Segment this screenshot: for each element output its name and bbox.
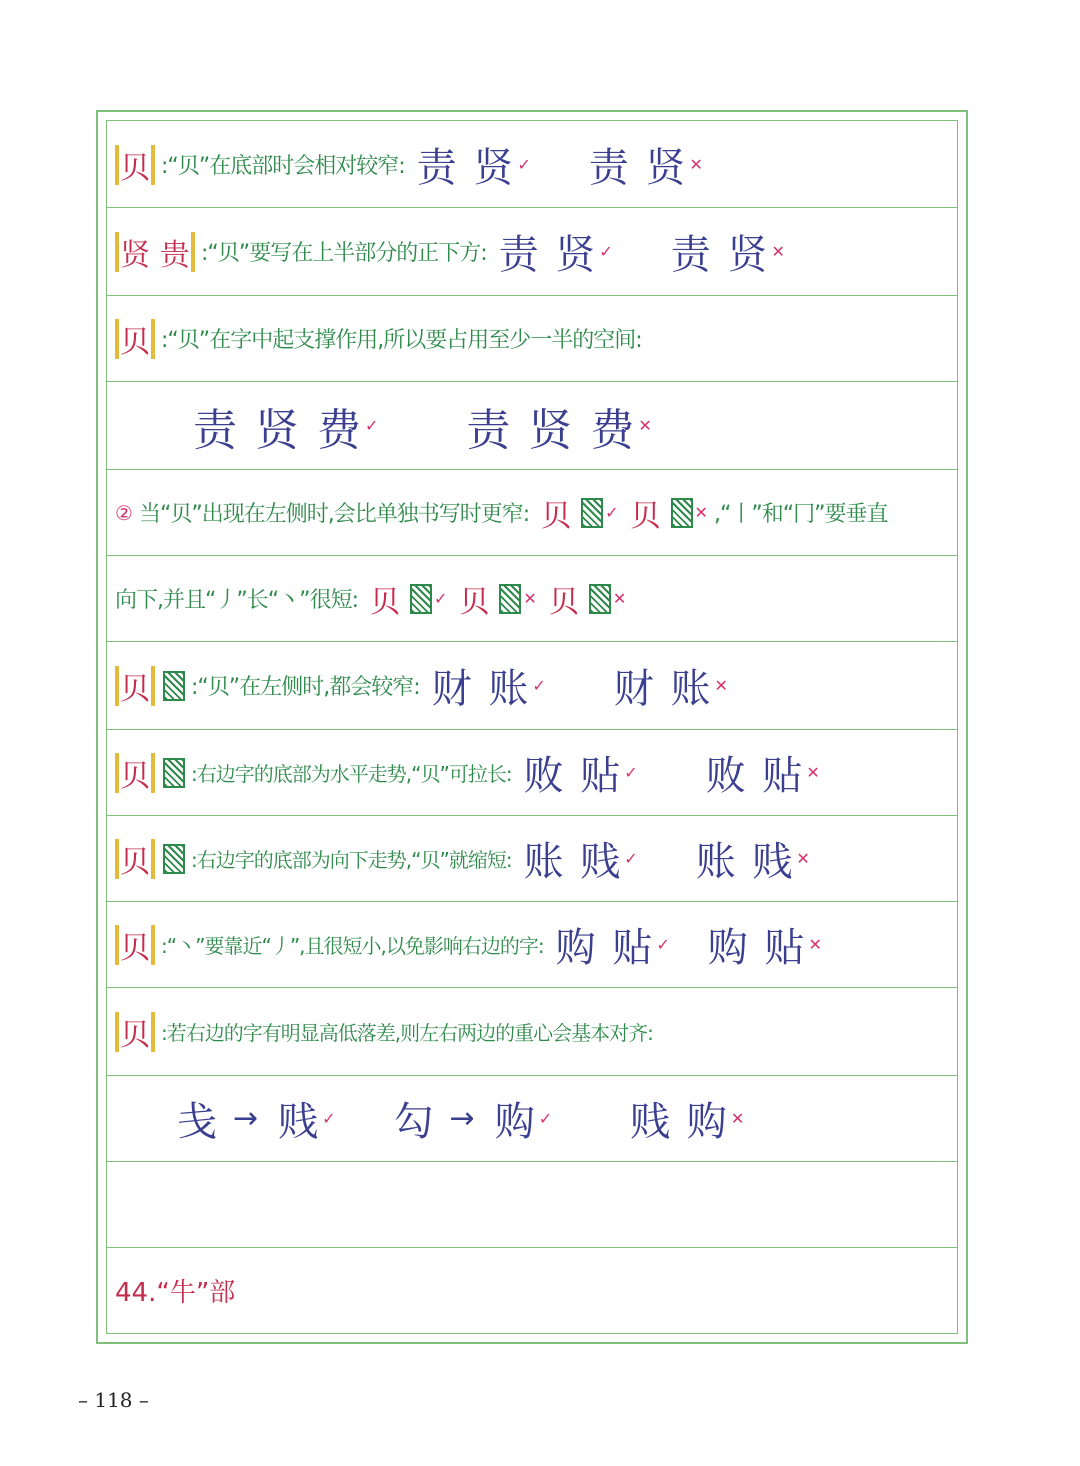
sample-char: 贝 bbox=[115, 1012, 155, 1052]
rule-note: :若右边的字有明显高低落差,则左右两边的重心会基本对齐: bbox=[161, 1021, 653, 1045]
sample-char: 贝 bbox=[115, 753, 155, 793]
rule-row-7 bbox=[107, 642, 957, 730]
incorrect-example: 贝 bbox=[630, 498, 663, 534]
sample-char: 贝 bbox=[115, 925, 155, 965]
incorrect-example: 账 贱 bbox=[695, 839, 795, 885]
incorrect-example: 败 贴 bbox=[705, 753, 805, 799]
correct-example: 购 贴 bbox=[555, 925, 655, 971]
rule-note: 当“贝”出现在左侧时,会比单独书写时更窄: bbox=[138, 502, 530, 527]
correct-example: 败 贴 bbox=[523, 753, 623, 799]
hatched-box-icon bbox=[581, 498, 603, 528]
check-mark-icon: ✓ bbox=[605, 503, 619, 522]
cross-mark-icon: ✕ bbox=[612, 589, 627, 608]
rule-note: :“丶”要靠近“丿”,且很短小,以免影响右边的字: bbox=[161, 934, 544, 958]
cross-mark-icon: ✕ bbox=[808, 935, 822, 954]
rule-row-10 bbox=[107, 902, 957, 988]
rule-row-5 bbox=[107, 470, 957, 556]
rule-note: :“贝”在字中起支撑作用,所以要占用至少一半的空间: bbox=[161, 328, 642, 353]
check-mark-icon: ✓ bbox=[322, 1109, 336, 1128]
hatched-box-icon bbox=[163, 671, 185, 701]
rule-note: :“贝”要写在上半部分的正下方: bbox=[201, 241, 487, 266]
cross-mark-icon: ✕ bbox=[694, 503, 708, 522]
check-mark-icon: ✓ bbox=[538, 1109, 553, 1128]
check-mark-icon: ✓ bbox=[517, 155, 531, 174]
sample-char: 贝 bbox=[115, 145, 155, 185]
rule-row-1 bbox=[107, 122, 957, 208]
rule-row-2 bbox=[107, 208, 957, 296]
rule-row-11 bbox=[107, 988, 957, 1076]
rule-note: :右边字的底部为水平走势,“贝”可拉长: bbox=[191, 762, 512, 786]
check-mark-icon: ✓ bbox=[624, 849, 638, 868]
section-heading-row bbox=[107, 1248, 957, 1332]
incorrect-example: 财 账 bbox=[613, 666, 713, 712]
incorrect-example: 贝 bbox=[459, 584, 492, 620]
hatched-box-icon bbox=[410, 584, 432, 614]
incorrect-example: 购 贴 bbox=[707, 925, 807, 971]
rule-note-continued: ,“丨”和“冂”要垂直 bbox=[713, 502, 888, 527]
correct-example: 财 账 bbox=[431, 666, 531, 712]
cross-mark-icon: ✕ bbox=[689, 155, 703, 174]
cross-mark-icon: ✕ bbox=[771, 242, 785, 261]
correct-example: 责 贤 费 bbox=[193, 404, 363, 456]
cross-mark-icon: ✕ bbox=[730, 1109, 745, 1128]
hatched-box-icon bbox=[671, 498, 693, 528]
incorrect-example: 责 贤 费 bbox=[466, 404, 637, 456]
hatched-box-icon bbox=[499, 584, 521, 614]
example-row-4 bbox=[107, 382, 957, 470]
rule-row-9 bbox=[107, 816, 957, 902]
right-arrow-icon: → bbox=[233, 1101, 259, 1136]
correct-example: 账 贱 bbox=[523, 839, 623, 885]
incorrect-example: 责 贤 bbox=[588, 145, 688, 191]
rule-note: :“贝”在底部时会相对较窄: bbox=[161, 154, 405, 179]
sample-char: 贝 bbox=[115, 666, 155, 706]
check-mark-icon: ✓ bbox=[434, 589, 448, 608]
incorrect-example: 贱 购 bbox=[630, 1099, 729, 1145]
rule-note: :“贝”在左侧时,都会较窄: bbox=[191, 675, 420, 700]
incorrect-example: 责 贤 bbox=[670, 232, 770, 278]
right-arrow-icon: → bbox=[449, 1101, 475, 1136]
cross-mark-icon: ✕ bbox=[714, 676, 728, 695]
page-number: – 118 – bbox=[78, 1388, 149, 1412]
sample-char: 贝 bbox=[115, 839, 155, 879]
rule-row-6 bbox=[107, 556, 957, 642]
cross-mark-icon: ✕ bbox=[806, 763, 820, 782]
hatched-box-icon bbox=[163, 758, 185, 788]
check-mark-icon: ✓ bbox=[532, 676, 546, 695]
correct-example: 责 贤 bbox=[416, 145, 516, 191]
rule-row-3 bbox=[107, 296, 957, 382]
hatched-box-icon bbox=[589, 584, 611, 614]
correct-example: 贝 bbox=[541, 498, 574, 534]
component-char: 勾 bbox=[393, 1099, 436, 1145]
check-mark-icon: ✓ bbox=[364, 416, 379, 435]
check-mark-icon: ✓ bbox=[624, 763, 638, 782]
cross-mark-icon: ✕ bbox=[523, 589, 537, 608]
blank-row bbox=[107, 1162, 957, 1248]
check-mark-icon: ✓ bbox=[599, 242, 613, 261]
correct-example: 贱 bbox=[278, 1099, 321, 1145]
section-title: 44.“牛”部 bbox=[115, 1277, 236, 1308]
sample-char: 贤 贵 bbox=[115, 232, 195, 272]
incorrect-example: 贝 bbox=[548, 584, 581, 620]
correct-example: 责 贤 bbox=[498, 232, 598, 278]
section-number: ② bbox=[115, 500, 133, 525]
correct-example: 贝 bbox=[370, 584, 402, 620]
correct-example: 购 bbox=[494, 1099, 537, 1145]
rule-note: :右边字的底部为向下走势,“贝”就缩短: bbox=[191, 848, 512, 872]
example-row-12 bbox=[107, 1076, 957, 1162]
hatched-box-icon bbox=[163, 844, 185, 874]
cross-mark-icon: ✕ bbox=[638, 416, 652, 435]
cross-mark-icon: ✕ bbox=[796, 849, 810, 868]
rule-note: 向下,并且“丿”长“丶”很短: bbox=[115, 588, 358, 613]
rule-row-8 bbox=[107, 730, 957, 816]
component-char: 戋 bbox=[177, 1099, 219, 1145]
sample-char: 贝 bbox=[115, 319, 155, 359]
check-mark-icon: ✓ bbox=[656, 935, 670, 954]
